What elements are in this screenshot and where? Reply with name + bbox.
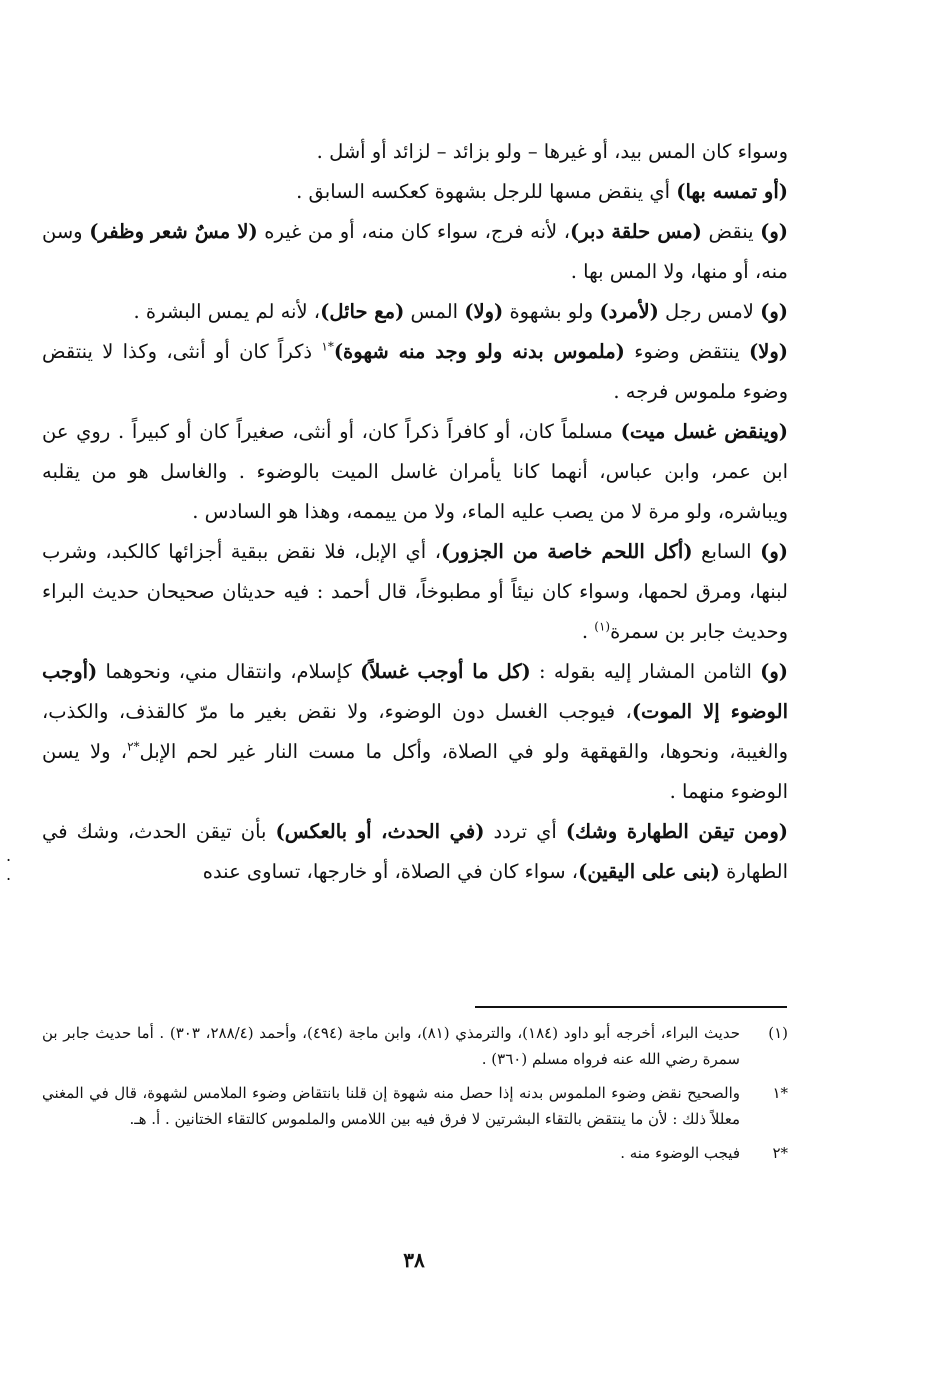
footnote-star-2-number: *٢ xyxy=(772,1144,788,1162)
paragraph-3 xyxy=(42,212,788,292)
paragraph-3-text-1: ينقض xyxy=(701,220,761,243)
paragraph-5-text-2: ذكراً كان أو أنثى، وكذا لا ينتقض وضوء ملموس فرجه . xyxy=(42,340,788,403)
footnote-1-text: حديث البراء، أخرجه أبو داود (١٨٤)، والترمذي (٨١)، وابن ماجة (٤٩٤)، وأحمد (٢٨٨/٤، ٣٠٣) . أما حديث جابر بن سمرة رضي الله عنه فرواه مسلم (٣٦٠) . xyxy=(42,1024,741,1068)
paragraph-8-bold-1: (و) xyxy=(760,660,788,683)
paragraph-8-bold-3: (أوجب الوضوء إلا الموت) xyxy=(42,660,788,723)
paragraph-8-text-4: ، ولا يسن الوضوء منهما . xyxy=(42,740,788,803)
paragraph-4-text-4: ، لأنه لم يمس البشرة . xyxy=(133,300,321,323)
paragraph-4-text-3: المس xyxy=(404,300,465,323)
paragraph-9 xyxy=(42,812,788,892)
paragraph-9-bold-3: (بنى على اليقين) xyxy=(578,860,720,883)
paragraph-4-bold-1: (و) xyxy=(760,300,788,323)
paragraph-8-text-2: كإسلام، وانتقال مني، ونحوهما xyxy=(97,660,361,683)
paragraph-3-bold-3: (لا مسٌ شعر وظفر) xyxy=(89,220,258,243)
main-text xyxy=(42,132,788,892)
paragraph-1-text: وسواء كان المس بيد، أو غيرها – ولو بزائد – لزائد أو أشل . xyxy=(316,140,788,163)
paragraph-9-text-1: أي تردد xyxy=(484,820,566,843)
paragraph-3-bold-1: (و) xyxy=(760,220,788,243)
page-number: ٣٨ xyxy=(403,1248,425,1272)
paragraph-6-bold-1: (وينقض غسل ميت) xyxy=(620,420,788,443)
paragraph-2-text: أي ينقض مسها للرجل بشهوة كعكسه السابق . xyxy=(296,180,677,203)
paragraph-7 xyxy=(42,532,788,652)
paragraph-8-bold-2: (كل ما أوجب غسلاً) xyxy=(360,660,531,683)
footnote-star-2-text: فيجب الوضوء منه . xyxy=(620,1144,740,1162)
paragraph-5-text-1: ينتقض وضوء xyxy=(624,340,749,363)
paragraph-2-bold-1: (أو تمسه بها) xyxy=(676,180,788,203)
paragraph-4-text-1: لامس رجل xyxy=(658,300,761,323)
paragraph-2 xyxy=(42,172,788,212)
footnote-star-1-number: *١ xyxy=(772,1084,788,1102)
paragraph-8-text-1: الثامن المشار إليه بقوله : xyxy=(530,660,761,683)
footnote-star-2 xyxy=(42,1140,788,1166)
paragraph-3-text-2: ، لأنه فرج، سواء كان منه، أو من غيره xyxy=(257,220,571,243)
paragraph-8-text-3: ، فيوجب الغسل دون الوضوء، ولا نقض بغير ما مرّ كالقذف، والكذب، والغيبة، ونحوها، والقهقهة ولو في الصلاة، وأكل ما مست النار غير لحم الإبل xyxy=(42,700,788,763)
paragraph-8 xyxy=(42,652,788,812)
paragraph-3-bold-2: (مس حلقة دبر) xyxy=(570,220,702,243)
paragraph-9-text-3: ، سواء كان في الصلاة، أو خارجها، تساوى عنده xyxy=(202,860,579,883)
paragraph-4-bold-3: (ولا) xyxy=(464,300,504,323)
paragraph-4-text-2: ولو بشهوة xyxy=(503,300,600,323)
paragraph-4-bold-4: (مع حائل) xyxy=(320,300,405,323)
footnotes xyxy=(42,1020,788,1174)
footnote-1 xyxy=(42,1020,788,1072)
footnote-mark-star-1: *١ xyxy=(321,339,334,354)
paragraph-4-bold-2: (لأمرد) xyxy=(599,300,659,323)
paragraph-3-text-3: وسن منه، أو منها، ولا المس بها . xyxy=(42,220,788,283)
paragraph-9-text-2: بأن تيقن الحدث، وشك في الطهارة xyxy=(42,820,788,883)
paragraph-7-text-1: السابع xyxy=(692,540,761,563)
footnote-mark-star-2: *٢ xyxy=(127,739,140,754)
paragraph-4 xyxy=(42,292,788,332)
footnote-mark-1: (١) xyxy=(594,619,611,634)
paragraph-7-bold-2: (أكل اللحم خاصة من الجزور) xyxy=(441,540,693,563)
paragraph-6 xyxy=(42,412,788,532)
footnote-separator xyxy=(475,1006,787,1008)
paragraph-9-bold-1: (ومن تيقن الطهارة وشك) xyxy=(565,820,788,843)
footnote-star-1 xyxy=(42,1080,788,1132)
paragraph-9-bold-2: (في الحدث، أو بالعكس) xyxy=(275,820,485,843)
paragraph-6-text-1: مسلماً كان، أو كافراً ذكراً كان، أو أنثى، صغيراً كان أو كبيراً . روي عن ابن عمر، وابن عباس، أنهما كانا يأمران غاسل الميت بالوضوء . والغاسل هو من يقلبه ويباشره، ولو مرة لا من يصب عليه الماء، ولا من ييممه، وهذا هو السادس . xyxy=(42,420,788,523)
margin-dots: . . xyxy=(6,846,18,884)
paragraph-7-bold-1: (و) xyxy=(760,540,788,563)
paragraph-5-bold-1: (ولا) xyxy=(749,340,788,363)
paragraph-5 xyxy=(42,332,788,412)
footnote-1-number: (١) xyxy=(768,1024,788,1042)
paragraph-5-bold-2: (ملموس بدنه ولو وجد منه شهوة) xyxy=(333,340,625,363)
paragraph-7-text-3: . xyxy=(581,620,595,643)
footnote-star-1-text: والصحيح نقض وضوء الملموس بدنه إذا حصل منه شهوة إن قلنا بانتقاض وضوء الملامس لشهوة، قال في المغني معللاً ذلك : لأن ما ينتقض بالتقاء البشرتين لا فرق فيه بين اللامس والملموس كالتقاء الختانين . أ. هـ. xyxy=(42,1084,740,1128)
paragraph-1 xyxy=(42,132,788,172)
paragraph-7-text-2: ، أي الإبل، فلا نقض ببقية أجزائها كالكبد، وشرب لبنها، ومرق لحمها، وسواء كان نيئاً أو مطبوخاً، قال أحمد : فيه حديثان صحيحان حديث البراء وحديث جابر بن سمرة xyxy=(42,540,788,643)
